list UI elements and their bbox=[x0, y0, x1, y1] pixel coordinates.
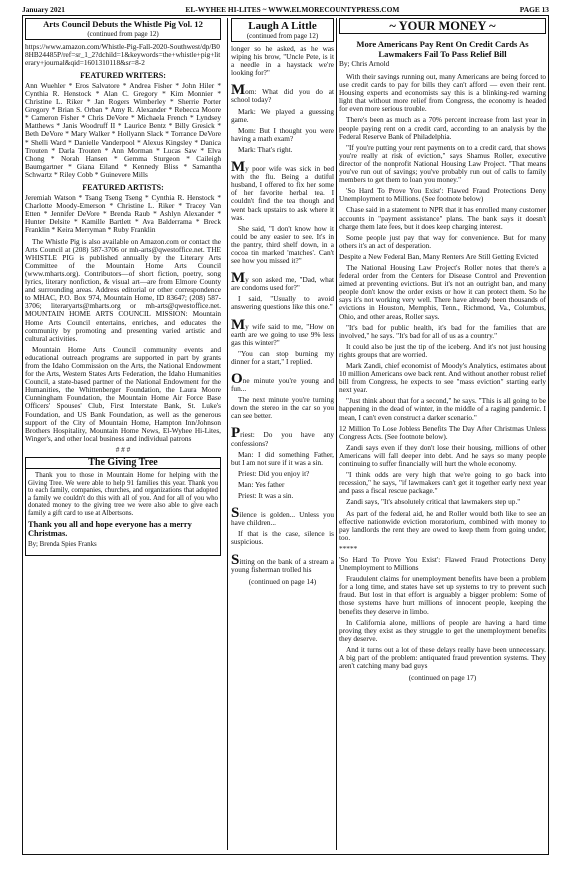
masthead-date: January 2021 bbox=[22, 4, 65, 14]
joke-stereo bbox=[231, 371, 334, 394]
drop-cap: O bbox=[231, 371, 243, 387]
joke-text: om: What did you do at school today? bbox=[231, 87, 334, 105]
article-paragraph: The National Housing Law Project's Roller notes that there's a federal order from the Centers for Disease Control and Prevention aimed at preventing evictions. But it's not an outright ban, and many people don't know the order exists or how it can protect them. So he says it's not working very well. There have already been thousands of evictions in Houston, Memphis, Tenn., Richmond, Va., Columbus, Ohio, and other areas, Roller says. bbox=[339, 262, 546, 321]
article-paragraph: 12 Million To Lose Jobless Benefits The Day After Christmas Unless Congress Acts. (See footnote below). bbox=[339, 423, 546, 441]
joke-text: Mark: That's right. bbox=[238, 144, 293, 154]
continued-from-note: (continued from page 12) bbox=[246, 32, 319, 40]
your-money-column bbox=[339, 18, 546, 852]
joke-text: If that is the case, silence is suspicious. bbox=[231, 529, 334, 547]
article-headline: More Americans Pay Rent On Credit Cards As Lawmakers Fail To Pass Relief Bill bbox=[356, 39, 529, 59]
drop-cap: M bbox=[231, 159, 246, 176]
article-paragraph: "If you're putting your rent payments on to a credit card, that shows you're really at risk of eviction," says Shamus Roller, executive director of the nonprofit National Housing Law Project. "That means you've run out of savings; you've probably run out of calls to family members to get them to loan you money." bbox=[339, 142, 546, 185]
featured-writers-heading: FEATURED WRITERS: bbox=[80, 70, 166, 80]
joke-text: The next minute you're turning down the stereo in the car so you can see better. bbox=[231, 395, 334, 421]
laugh-title: Laugh A Little bbox=[248, 20, 317, 32]
whistle-pig-info: The Whistle Pig is also available on Amazon.com or contact the Arts Council at (208) 587-3706 or mh-arts@qwestoffice.net. THE WHISTLE PIG is published annually by the Literary Arts Committee of the Mountain Home Arts Council (www.mharts.org). Contributors—of short fiction, poetry, song lyrics, literary nonfiction, & visual art—are from Elmore County and surrounding areas. Address editorial or other correspondence to MHAC, P.O. Box 974, Mountain Home, ID 83647; (208) 587-3706; literaryarts@mharts.org or mh-arts@qwestoffice.net. MOUNTAIN HOME ARTS COUNCIL MISSION: Mountain Home Arts Council entertains, enriches, and educates the community by promoting and presenting varied artistic and cultural activities. bbox=[25, 236, 221, 343]
giving-tree-box bbox=[25, 457, 221, 556]
arts-council-header bbox=[25, 18, 221, 40]
featured-artists-heading: FEATURED ARTISTS: bbox=[82, 183, 164, 192]
giving-tree-byline: By; Brenda Spies Franks bbox=[28, 541, 97, 549]
featured-artists-list: Jeremiah Watson * Tsang Tseng Tseng * Cynthia R. Henstock * Charlotte Moody-Emerson * Christine L. Riker * Tracey Van Etten * Jennifer DeVore * Brenda Raub * Ashlyn Alexander * Hunter Delsite * Kamille Bartlett * Ava Balderrama * Breck Franklin * Keira Merryman * Ruby Franklin bbox=[25, 193, 221, 235]
joke-text: I said, "Usually to avoid answering questions like this one." bbox=[231, 294, 334, 312]
joke-text: ilence is golden... Unless you have children... bbox=[231, 510, 334, 528]
joke-condoms bbox=[231, 270, 334, 293]
article-paragraph: Despite a New Federal Ban, Many Renters Are Still Getting Evicted bbox=[339, 251, 539, 261]
article-paragraph: "Just think about that for a second," he says. "This is all going to be happening in the dead of winter, in the middle of a raging pandemic. I mean, I can't even construct a darker scenario." bbox=[339, 396, 546, 422]
joke-text: y poor wife was sick in bed with the flu. Being a dutiful husband, I offered to fix her some of her favorite herbal tea. I couldn't find the tea though and went back upstairs to ask where it was. bbox=[231, 164, 334, 222]
continued-from-note: (continued from page 12) bbox=[87, 29, 159, 38]
article-byline: By; Chris Arnold bbox=[339, 58, 390, 68]
article-paragraph: 'So Hard To Prove You Exist': Flawed Fraud Protections Deny Unemployment to Millions. (See footnote below) bbox=[339, 186, 546, 204]
drop-cap: M bbox=[231, 82, 246, 99]
article-paragraph: 'So Hard To Prove You Exist': Flawed Fraud Protections Deny Unemployment to Millions bbox=[339, 554, 546, 573]
article-paragraph: Zandi says even if they don't lose their housing, millions of other Americans will fall deeper into debt. And he says so many people continuing to suffer financially will hurt the whole economy. bbox=[339, 442, 546, 469]
article-paragraph: With their savings running out, many Americans are being forced to use credit cards to pay for bills they can't afford — even their rent. Housing experts and economists say this is a blinking-red warning light that without more relief from Congress, the economy is headed for even more serious trouble. bbox=[339, 72, 546, 114]
joke-text: itting on the bank of a stream a young fisherman trolled his bbox=[231, 556, 334, 574]
joke-gas bbox=[231, 316, 334, 347]
joke-silence bbox=[231, 505, 334, 528]
continued-on-note: (continued on page 17) bbox=[408, 673, 477, 683]
masthead-page: PAGE 13 bbox=[519, 4, 549, 14]
joke-text: Priest: Did you enjoy it? bbox=[238, 468, 310, 478]
drop-cap: M bbox=[231, 270, 246, 287]
joke-text: She said, "I don't know how it could be any easier to see. It's in the pantry, third shelf down, in a cocoa tin marked 'matches'. Can't see how you missed it?" bbox=[231, 223, 334, 266]
article-paragraph: As part of the federal aid, he and Roller would both like to see an effective nationwide eviction moratorium, combined with money to pay landlords the rent they are owed to keep them from going under, too. bbox=[339, 508, 546, 542]
giving-tree-text: Thank you to those in Mountain Home for helping with the Giving Tree. We were able to help 91 families this year. Thank you to each family, companies, churches, and organizations that adopted a family we couldn't do this with all of you. And for all of you who donated money to the giving tree we were also able to give each family a gift card to use at Albertsons. bbox=[28, 472, 218, 517]
article-paragraph: Zandi says, "It's absolutely critical that lawmakers step up." bbox=[346, 497, 521, 507]
masthead bbox=[22, 3, 549, 15]
column-divider bbox=[227, 18, 228, 850]
giving-tree-closing: Thank you all and hope everyone has a merry Christmas. bbox=[28, 520, 192, 539]
article-paragraph: "It's bad for public health, it's bad for the families that are involved," he says. "It's bad for all of us as a country." bbox=[339, 322, 546, 340]
joke-text: Mom: But I thought you were having a math exam? bbox=[231, 125, 334, 143]
joke-text: y son asked me, "Dad, what are condoms used for?" bbox=[231, 275, 334, 293]
joke-math-exam bbox=[231, 82, 334, 105]
joke-text: Priest: It was a sin. bbox=[238, 491, 294, 501]
joke-text: Mark: We played a guessing game. bbox=[231, 106, 334, 124]
article-paragraph: There's been as much as a 70% percent increase from last year in people paying rent on a credit card, according to an analysis by the Federal Reserve Bank of Philadelphia. bbox=[339, 115, 546, 141]
end-marker: # # # bbox=[115, 444, 131, 454]
article-paragraph: And it turns out a lot of these delays really have been unnecessary. A big part of the problem: antiquated fraud prevention systems. They aren't catching many bad guys bbox=[339, 644, 546, 671]
joke-text: Man: Yes father bbox=[238, 479, 285, 489]
drop-cap: M bbox=[231, 316, 246, 333]
article-paragraph: Mark Zandi, chief economist of Moody's Analytics, estimates about 10 million Americans owe back rent. And without another robust relief bill from Congress, he expects to see "mass eviction" starting early next year. bbox=[339, 361, 546, 395]
article-paragraph: Fraudulent claims for unemployment benefits have been a problem for a long time, and states have set up systems to try to prevent such fraud. But lost in that effort is arguably a bigger problem: Some of those systems have hurt millions of innocent people, keeping the benefits they deserve in limbo. bbox=[339, 574, 546, 616]
featured-writers-list: Ann Wuehler * Eros Salvatore * Andrea Fisher * John Hiler * Cynthia R. Henstock * Alan C. Gregory * Kim Monnier * Christine L. Riker * Jan Rogers Wimberley * Sherrie Porter Gregory * Brian S. Orban * Amy R. Alexander * Rebecca Moore * Cameron Fisher * Chris DeVore * Michaela French * Lyndsey Matthews * Janis Woodruff II * Laurice Bentz * Billy Gresick * Beth DeVore * Mary Walker * Hollyann Slack * Torrance DeVore * Shelli Ward * Danielle Vanderpool * Alexus Kingsley * Danica Trouten * Darla Trouten * Ann Morman * Lucas Saw * Elva Chong * Norah Hansen * Gemma Sturgeon * Caileigh Baumgartner * Giana Eiland * Kennedy Bliss * Samantha Schwartz * Riley Cobb * Guinevere Mills bbox=[25, 80, 221, 179]
joke-text: riest: Do you have any confessions? bbox=[231, 430, 334, 448]
arts-council-sponsors: Mountain Home Arts Council community events and educational outreach programs are supported in part by grants from the Idaho Commission on the Arts, the National Endowment for the Arts, Western States Arts Federation, the Idaho Humanities Council, a state-based partner of the National Endowment for the Humanities, the Whittenberger Foundation, the Laura Moore Cunningham Foundation, the Mountain Home Air Force Base Officers' Spouses' Club, First Interstate Bank, St. Luke's Foundation, and US Bank Foundation, as well as the generous support of the City of Mountain Home, Hampton Inn/Johnson Brothers Hospitality, Mountain Home News, El-Wyhee Hi-Lites, Winger's, and other local business and individual patrons bbox=[25, 344, 221, 443]
amazon-link[interactable]: https://www.amazon.com/Whistle-Pig-Fall-2020-Southwest/dp/B08HB24485P/ref=sr_1_2?dchild=1&keywords=the+whistle+pig+literary+journal&qid=1601310118&sr=8-2 bbox=[25, 41, 221, 67]
joke-text: Man: I did something Father, but I am not sure if it was a sin. bbox=[231, 449, 334, 467]
column-divider bbox=[336, 18, 337, 850]
arts-council-column bbox=[25, 18, 221, 852]
drop-cap: S bbox=[231, 551, 240, 568]
joke-text: y wife said to me, "How on earth are we going to use 9% less gas this winter?" bbox=[231, 321, 334, 347]
article-paragraph: Chase said in a statement to NPR that it has enrolled many customer accounts in "payment assistance" plans. The bank says it doesn't charge them late fees, but it does keep charging interest. bbox=[339, 205, 546, 231]
masthead-title: EL-WYHEE HI-LITES ~ WWW.ELMORECOUNTYPRESS.COM bbox=[185, 4, 400, 14]
article-paragraph: Some people just pay that way for convenience. But for many others it's an act of desperation. bbox=[339, 232, 546, 250]
section-break: ***** bbox=[339, 543, 358, 553]
drop-cap: S bbox=[231, 505, 240, 522]
joke-text: ne minute you're young and fun... bbox=[231, 376, 334, 394]
joke-text: "You can stop burning my dinner for a start," I replied. bbox=[231, 348, 334, 366]
your-money-banner: ~ YOUR MONEY ~ bbox=[339, 18, 546, 34]
joke-priest bbox=[231, 425, 334, 448]
joke-herbal-tea bbox=[231, 159, 334, 222]
laugh-header bbox=[231, 18, 334, 42]
giving-tree-title: The Giving Tree bbox=[26, 458, 220, 469]
joke-intro: longer so he asked, as he was wiping his brow, "Uncle Pete, is it a needle in a haystack we're looking for?" bbox=[231, 44, 334, 78]
article-paragraph: "I think odds are very high that we're going to go back into recession," he says, "if lawmakers can't get it together early next year and pass a fiscal rescue package." bbox=[339, 470, 546, 496]
joke-fisherman bbox=[231, 551, 334, 574]
article-paragraph: In California alone, millions of people are having a hard time proving they exist as they struggle to get the unemployment benefits they deserve. bbox=[339, 617, 546, 643]
arts-council-title: Arts Council Debuts the Whistle Pig Vol. 12 bbox=[43, 19, 203, 29]
drop-cap: P bbox=[231, 425, 241, 442]
article-paragraph: It could also be just the tip of the iceberg. And it's not just housing rights groups that are worried. bbox=[339, 341, 546, 359]
laugh-a-little-column bbox=[231, 18, 334, 852]
continued-on-note: (continued on page 14) bbox=[248, 576, 317, 586]
